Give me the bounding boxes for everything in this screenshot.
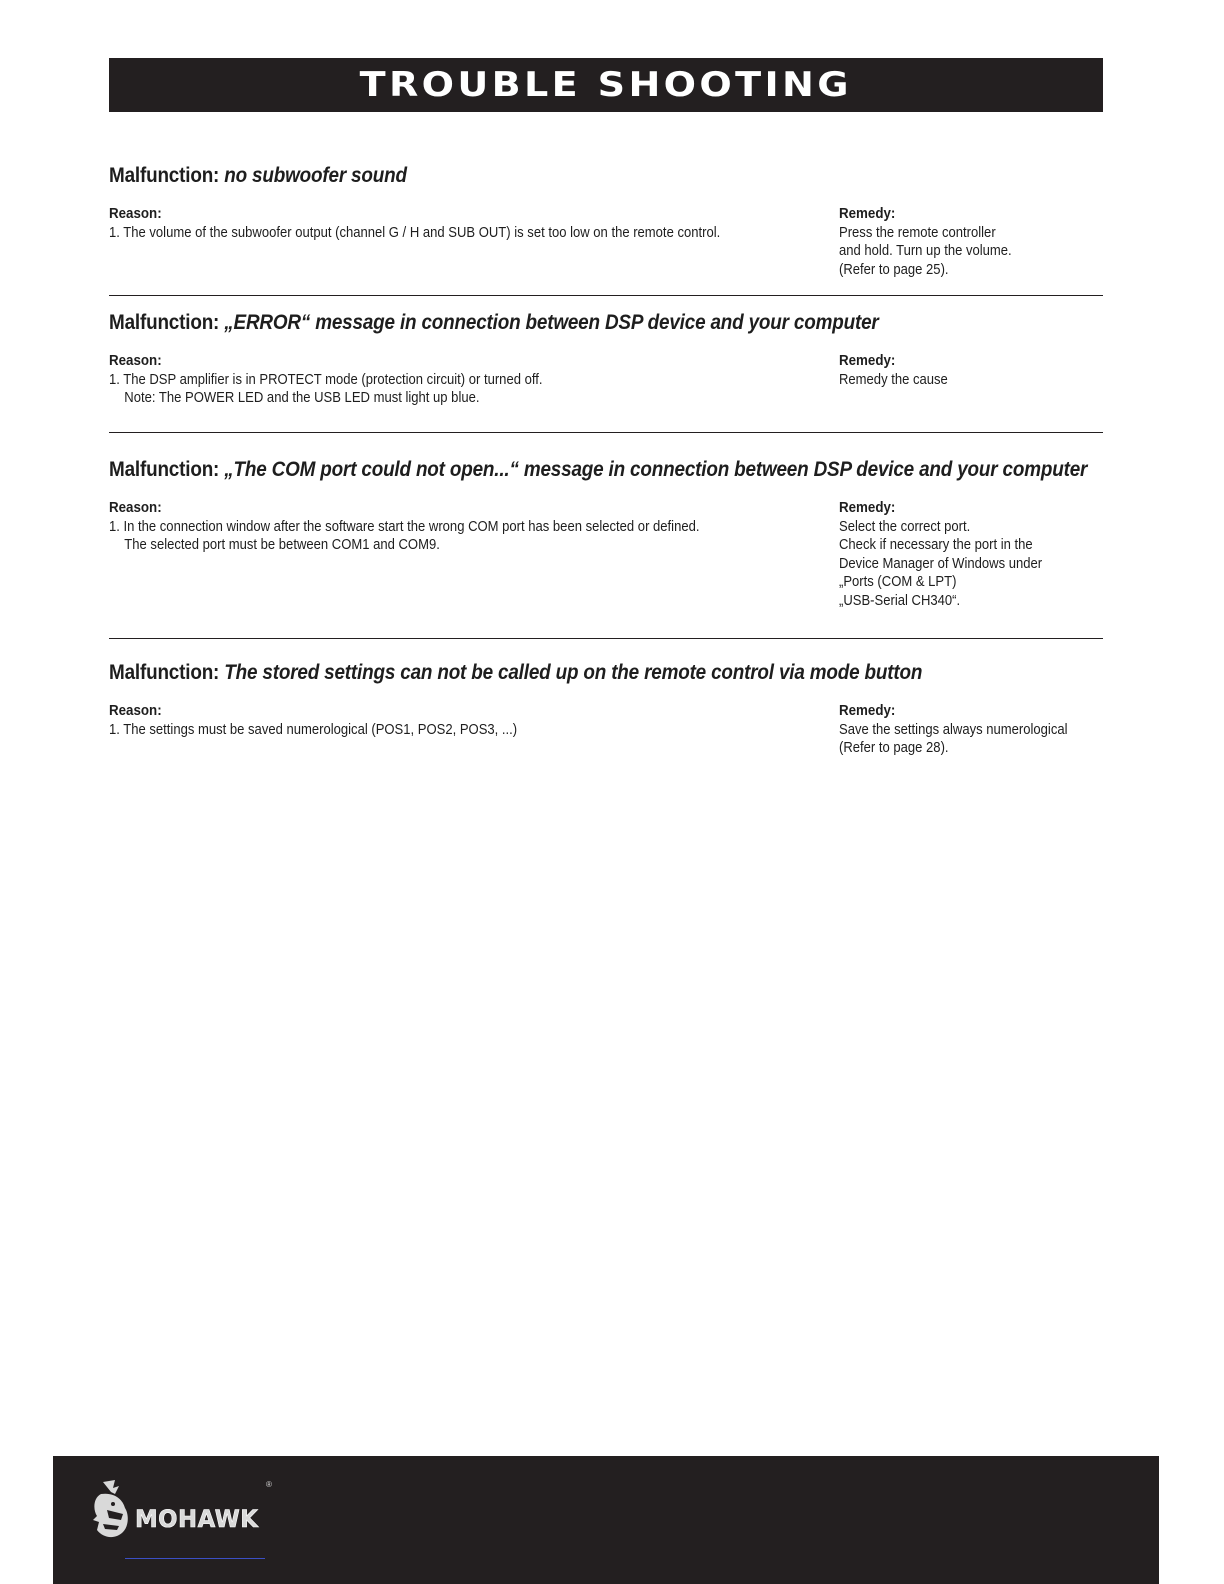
page-footer (53, 1456, 1159, 1584)
malfunction-label: Malfunction: (109, 458, 220, 481)
remedy-line: „Ports (COM & LPT) (839, 574, 957, 590)
registered-mark: ® (265, 1480, 272, 1489)
reason-column (109, 499, 819, 555)
section-divider (109, 638, 1103, 639)
remedy-line: Remedy the cause (839, 371, 948, 388)
malfunction-heading (109, 310, 1004, 336)
reason-column (109, 352, 819, 408)
reason-line: 1. In the connection window after the software start the wrong COM port has been selected or defined. (109, 518, 700, 535)
malfunction-label: Malfunction: (109, 661, 220, 684)
malfunction-section-2 (109, 310, 1103, 406)
malfunction-heading (109, 457, 1088, 483)
malfunction-label: Malfunction: (109, 311, 220, 334)
remedy-line: Save the settings always numerological (839, 721, 1068, 738)
remedy-line: (Refer to page 28). (839, 740, 949, 756)
malfunction-topic: „The COM port could not open...“ message in connection between DSP device and your computer (224, 458, 1088, 481)
reason-line: The selected port must be between COM1 and COM9. (124, 537, 440, 553)
malfunction-label: Malfunction: (109, 164, 220, 187)
reason-column (109, 205, 819, 242)
malfunction-section-3 (109, 457, 1103, 609)
reason-label: Reason: (109, 353, 162, 369)
remedy-column (839, 352, 1103, 389)
section-divider (109, 295, 1103, 296)
footer-underline (125, 1558, 265, 1559)
malfunction-heading (109, 660, 1004, 686)
remedy-label: Remedy: (839, 703, 896, 719)
remedy-line: (Refer to page 25). (839, 261, 949, 278)
remedy-line: „USB-Serial CH340“. (839, 592, 961, 609)
malfunction-heading (109, 163, 1004, 189)
remedy-line: Press the remote controller (839, 224, 996, 241)
brand-logo-text: MOHAWK (135, 1504, 259, 1533)
reason-line: 1. The volume of the subwoofer output (channel G / H and SUB OUT) is set too low on the remote control. (109, 224, 721, 241)
reason-line: 1. The DSP amplifier is in PROTECT mode (protection circuit) or turned off. (109, 371, 543, 388)
remedy-column (839, 499, 1103, 610)
reason-label: Reason: (109, 500, 162, 516)
remedy-line: Device Manager of Windows under (839, 555, 1043, 572)
brand-logo (89, 1480, 272, 1547)
remedy-label: Remedy: (839, 206, 896, 222)
reason-label: Reason: (109, 206, 162, 222)
page-title: TROUBLE SHOOTING (359, 65, 853, 105)
remedy-column (839, 702, 1103, 758)
malfunction-topic: no subwoofer sound (224, 164, 407, 187)
malfunction-section-1 (109, 163, 1103, 278)
page-title-bar (109, 58, 1103, 112)
mohawk-head-icon (89, 1480, 131, 1547)
section-divider (109, 432, 1103, 433)
reason-line: 1. The settings must be saved numerological (POS1, POS2, POS3, ...) (109, 721, 518, 738)
reason-column (109, 702, 819, 739)
remedy-label: Remedy: (839, 500, 896, 516)
malfunction-topic: The stored settings can not be called up on the remote control via mode button (224, 661, 923, 684)
malfunction-topic: „ERROR“ message in connection between DSP device and your computer (224, 311, 879, 334)
remedy-line: and hold. Turn up the volume. (839, 243, 1012, 259)
reason-note: Note: The POWER LED and the USB LED must light up blue. (124, 390, 480, 406)
remedy-line: Select the correct port. (839, 518, 971, 535)
remedy-column (839, 205, 1103, 279)
remedy-label: Remedy: (839, 353, 896, 369)
reason-label: Reason: (109, 703, 162, 719)
remedy-line: Check if necessary the port in the (839, 537, 1033, 553)
malfunction-section-4 (109, 660, 1103, 756)
